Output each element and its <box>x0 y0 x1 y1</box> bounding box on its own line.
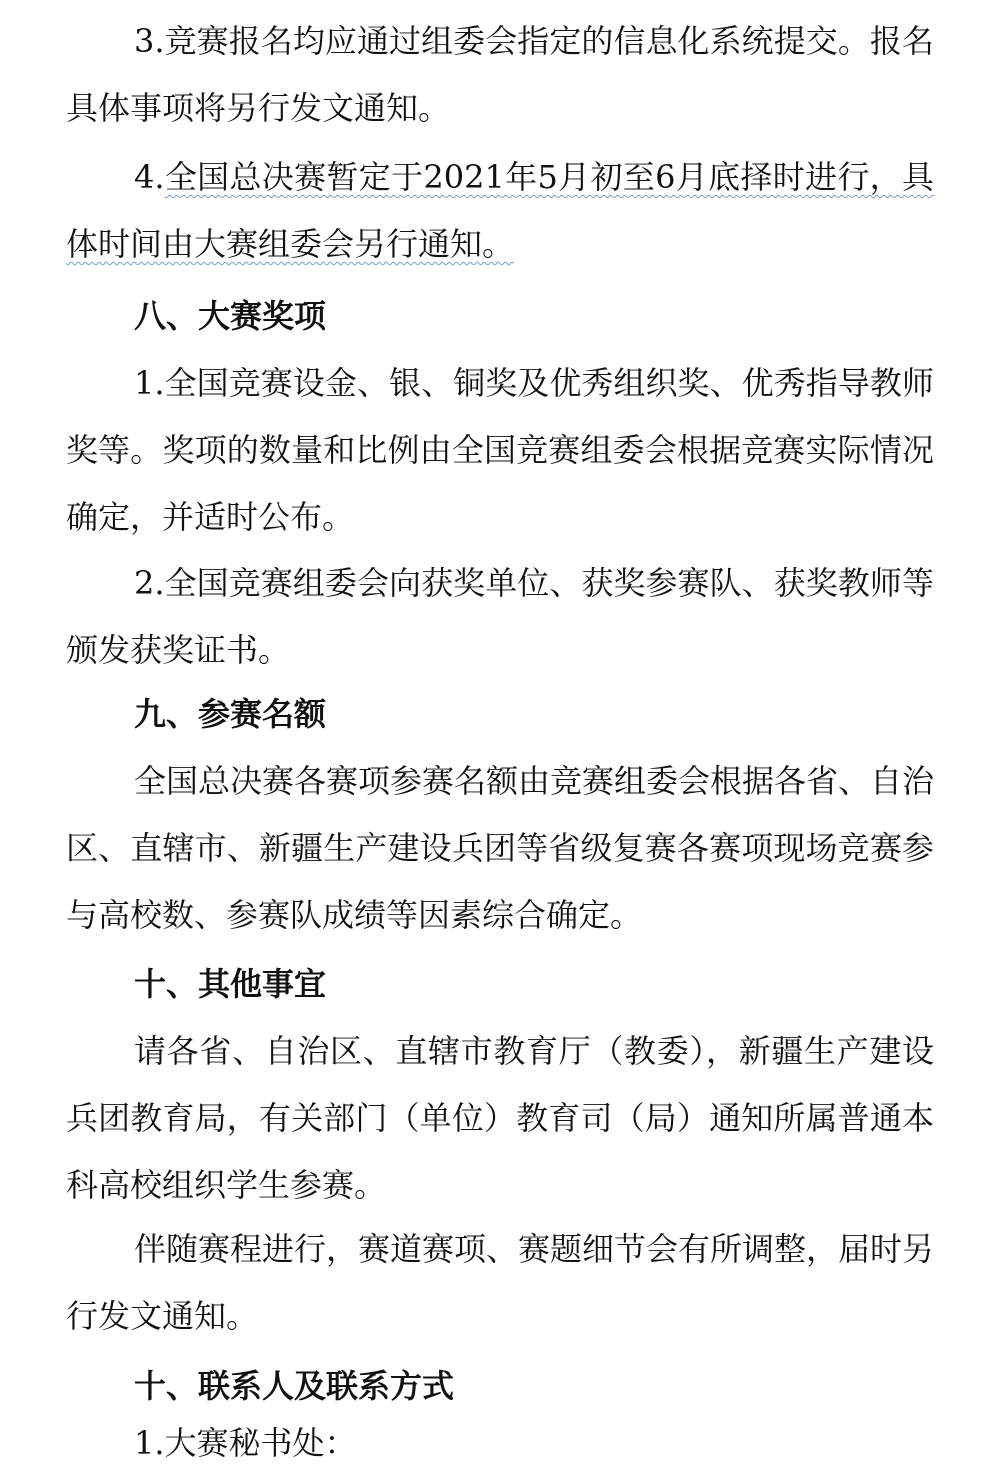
paragraph-secretariat: 1.大赛秘书处： <box>134 1424 357 1462</box>
paragraph-registration: 3.竞赛报名均应通过组委会指定的信息化系统提交。报名具体事项将另行发文通知。 <box>66 22 934 127</box>
underlined-schedule-text: 全国总决赛暂定于2021年5月初至6月底择时进行，具体时间由大赛组委会另行通知。 <box>66 158 934 263</box>
paragraph-certificates: 2.全国竞赛组委会向获奖单位、获奖参赛队、获奖教师等颁发获奖证书。 <box>66 564 934 669</box>
paragraph-number: 4. <box>134 158 165 196</box>
paragraph-final-schedule <box>66 144 934 278</box>
section-heading-contacts: 十、联系人及联系方式 <box>134 1367 455 1405</box>
paragraph-adjustments: 伴随赛程进行，赛道赛项、赛题细节会有所调整，届时另行发文通知。 <box>66 1230 935 1335</box>
paragraph-awards-types: 1.全国竞赛设金、银、铜奖及优秀组织奖、优秀指导教师奖等。奖项的数量和比例由全国竞赛组委会根据竞赛实际情况确定，并适时公布。 <box>66 364 934 536</box>
section-heading-quota: 九、参赛名额 <box>134 695 327 733</box>
section-heading-awards: 八、大赛奖项 <box>134 297 327 335</box>
section-heading-other-matters: 十、其他事宜 <box>134 965 327 1003</box>
paragraph-notify-universities: 请各省、自治区、直辖市教育厅（教委），新疆生产建设兵团教育局，有关部门（单位）教育司（局）通知所属普通本科高校组织学生参赛。 <box>66 1032 934 1204</box>
paragraph-quota: 全国总决赛各赛项参赛名额由竞赛组委会根据各省、自治区、直辖市、新疆生产建设兵团等省级复赛各赛项现场竞赛参与高校数、参赛队成绩等因素综合确定。 <box>66 762 935 934</box>
